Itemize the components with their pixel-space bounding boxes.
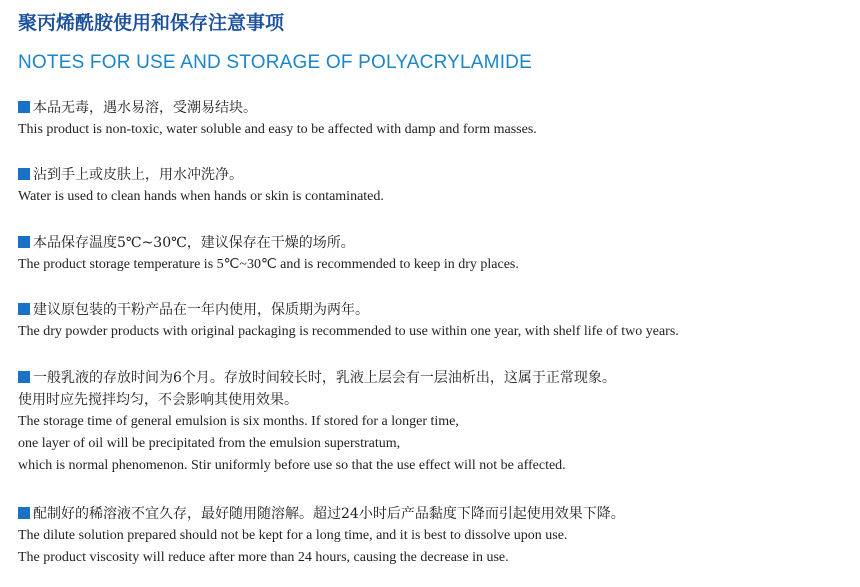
note-line-chinese — [18, 367, 848, 389]
note-line-english: The dry powder products with original packaging is recommended to use within one year, with shelf life of two years. — [18, 324, 679, 339]
note-text: 本品无毒，遇水易溶，受潮易结块。 — [33, 100, 257, 116]
note-line-english: The product storage temperature is 5℃~30℃ and is recommended to keep in dry places. — [18, 257, 519, 272]
note-line-english: The product viscosity will reduce after more than 24 hours, causing the decrease in use. — [18, 550, 509, 565]
note-line-chinese — [18, 503, 848, 525]
note-line-english: one layer of oil will be precipitated from the emulsion superstratum, — [18, 436, 401, 451]
note-line-chinese — [18, 164, 848, 186]
note-line-english: which is normal phenomenon. Stir uniformly before use so that the use effect will not be affected. — [18, 458, 566, 473]
note-text: 配制好的稀溶液不宜久存，最好随用随溶解。超过24小时后产品黏度下降而引起使用效果下降。 — [33, 506, 625, 522]
square-bullet-icon — [18, 101, 30, 113]
note-section — [18, 164, 848, 208]
page-title-english: NOTES FOR USE AND STORAGE OF POLYACRYLAMIDE — [18, 52, 532, 73]
note-text: 沾到手上或皮肤上，用水冲洗净。 — [33, 167, 243, 183]
note-line-chinese — [18, 299, 848, 321]
note-section — [18, 97, 848, 141]
note-section — [18, 503, 848, 569]
note-text: 一般乳液的存放时间为6个月。存放时间较长时，乳液上层会有一层油析出，这属于正常现象。 — [33, 370, 616, 386]
square-bullet-icon — [18, 303, 30, 315]
note-line-english: The storage time of general emulsion is six months. If stored for a longer time, — [18, 414, 459, 429]
note-section — [18, 367, 848, 477]
note-line-chinese: 使用时应先搅拌均匀，不会影响其使用效果。 — [18, 392, 298, 408]
note-line-english: The dilute solution prepared should not be kept for a long time, and it is best to dissolve upon use. — [18, 528, 568, 543]
note-line-chinese — [18, 97, 848, 119]
note-line-english: This product is non-toxic, water soluble and easy to be affected with damp and form masses. — [18, 122, 537, 137]
page-title-chinese: 聚丙烯酰胺使用和保存注意事项 — [18, 12, 285, 34]
square-bullet-icon — [18, 168, 30, 180]
note-line-chinese — [18, 232, 848, 254]
square-bullet-icon — [18, 236, 30, 248]
note-line-english: Water is used to clean hands when hands or skin is contaminated. — [18, 189, 384, 204]
square-bullet-icon — [18, 507, 30, 519]
note-text: 本品保存温度5℃~30℃，建议保存在干燥的场所。 — [33, 235, 355, 251]
square-bullet-icon — [18, 371, 30, 383]
note-section — [18, 299, 848, 343]
note-section — [18, 232, 848, 276]
note-text: 建议原包装的干粉产品在一年内使用，保质期为两年。 — [33, 302, 369, 318]
